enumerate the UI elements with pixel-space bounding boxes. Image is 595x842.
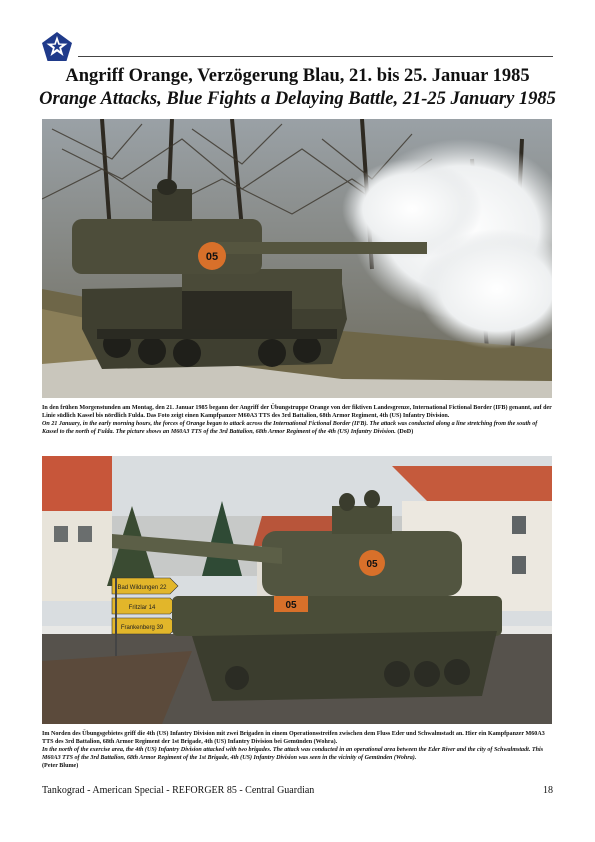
caption-2-credit: (Peter Blume) (42, 763, 79, 769)
caption-1-credit: (DoD) (397, 429, 414, 435)
road-sign-2: Fritzlar 14 (128, 605, 156, 611)
caption-2-english: In the north of the exercise area, the 4th (US) Infantry Division attacked with two brigades. The attack was conducted in an operational area between the Eder River and the city of Schwalmstadt. This M60A3 TTS of the 3rd Battalion, 68th Armor Regiment of the 1st Brigade, 4th (US) Infantry Division was seen in the vicinity of Gemünden (Wohra). (42, 747, 544, 761)
road-sign-3: Frankenberg 39 (120, 625, 164, 631)
photo-tank-firing-winter-forest (42, 119, 552, 398)
page-number: 18 (543, 785, 553, 796)
caption-1-english (42, 420, 553, 436)
road-sign-1: Bad Wildungen 22 (117, 585, 167, 591)
caption-1-english-text: On 21 January, in the early morning hours, the forces of Orange began to attack across the International Fictional Border (IFB). The attack was conducted along a line stretching from the south of Kassel to the north of Fulda. The picture shows an M60A3 TTS of the 3rd Battalion, 68th Armor Regiment of the 4th (US) Infantry Division. (42, 421, 538, 435)
tank-hull-number: 05 (285, 600, 297, 611)
page-title-german: Angriff Orange, Verzögerung Blau, 21. bis 25. Januar 1985 (65, 66, 530, 86)
caption-photo-2 (42, 730, 553, 770)
header-rule (78, 56, 553, 57)
caption-2-german: Im Norden des Übungsgebietes griff die 4th (US) Infantry Division mit zwei Brigaden in einem Operationsstreifen zwischen dem Fluss Eder und Schwalmstadt an. Hier ein Kampfpanzer M60A3 TTS des 3rd Battalion, 68th Armor Regiment der 1st Brigade, 4th (US) Infantry Division bei Gemünden (Wohra). (42, 731, 545, 745)
caption-1-german: In den frühen Morgenstunden am Montag, den 21. Januar 1985 begann der Angriff der Übungstruppe Orange von der fiktiven Landesgrenze, International Fictional Border (IFB) genannt, auf der Linie südlich Kassel bis nördlich Fulda. Das Foto zeigt einen Kampfpanzer M60A3 TTS des 3rd Battalion, 68th Armor Regiment, 4th (US) Infantry Division. (42, 405, 552, 419)
tank-turret-number: 05 (205, 251, 219, 263)
division-pentagon-logo (40, 30, 74, 64)
photo-tank-village-road (42, 456, 552, 724)
footer-publication: Tankograd - American Special - REFORGER 85 - Central Guardian (42, 785, 315, 796)
tank-turret-number-2: 05 (366, 559, 378, 570)
page-title-english: Orange Attacks, Blue Fights a Delaying Battle, 21-25 January 1985 (39, 89, 556, 109)
caption-photo-1 (42, 404, 553, 436)
